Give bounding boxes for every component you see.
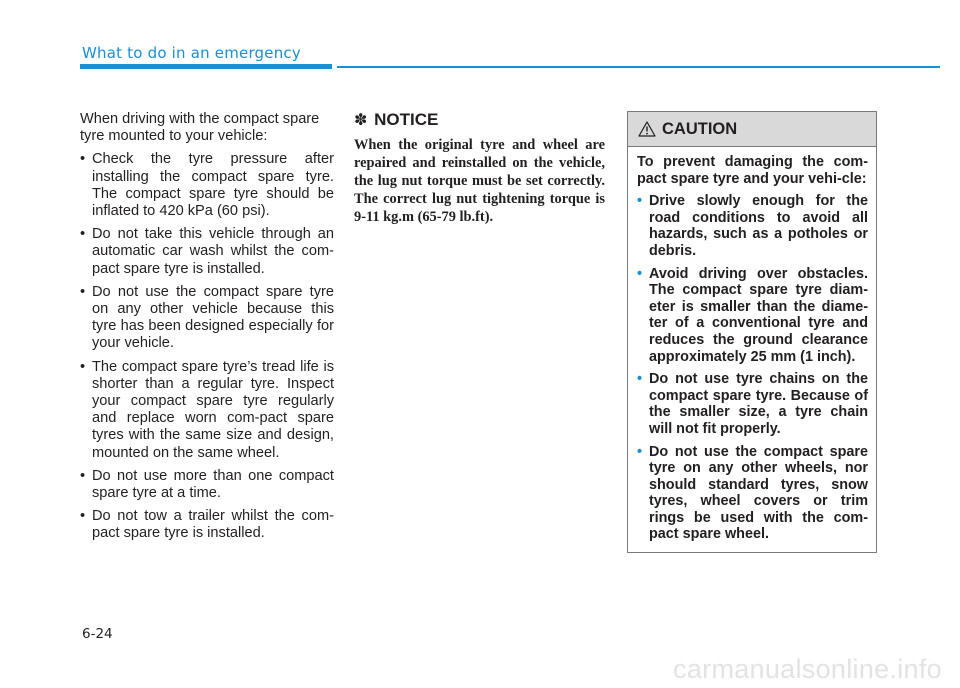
caution-box [627,111,877,553]
notice-title: NOTICE [374,110,439,129]
list-item [80,508,334,542]
warning-triangle-icon [638,121,656,137]
notice-body: When the original tyre and wheel are repaired and reinstalled on the vehicle, the lug nut torque must be set correctly. The correct lug nut tightening torque is 9-11 kg.m (65-79 lb.ft). [354,137,605,225]
bullet-dot: • [637,265,643,282]
list-item [637,266,868,366]
list-item [80,284,334,353]
caution-body [628,147,876,543]
bullet-dot: • [637,371,643,388]
list-item-text: Do not use tyre chains on the compact spare tyre. Because of the smaller size, a tyre chain will not fit properly. [649,371,868,437]
list-item [80,226,334,278]
page-number: 6-24 [82,626,113,642]
list-item-text: Do not use the compact spare tyre on any other wheels, nor should standard tyres, snow tyres, wheel covers or trim rings be used with the com-pact spare wheel. [649,443,868,543]
section-header-title: What to do in an emergency [82,44,301,62]
header-rule-thick [80,64,332,69]
caution-header [628,112,876,147]
bullet-dot: • [80,226,86,243]
bullet-dot: • [80,467,86,484]
list-item [80,151,334,220]
bullet-dot: • [80,151,86,168]
bullet-dot: • [80,358,86,375]
bullet-dot: • [80,508,86,525]
notice-section [354,110,605,226]
list-item [80,468,334,502]
list-item-text: The compact spare tyre’s tread life is shorter than a regular tyre. Inspect your compact spare tyre regularly and replace worn com-pact spare tyres with the same size and design, mounted on the same wheel. [92,358,334,461]
caution-intro: To prevent damaging the com-pact spare tyre and your vehi-cle: [637,154,868,187]
list-item [637,193,868,259]
notice-star-icon: ✽ [354,110,368,129]
left-column [80,111,334,549]
list-item-text: Do not use more than one compact spare tyre at a time. [92,467,334,502]
list-item-text: Do not tow a trailer whilst the com-pact spare tyre is installed. [92,508,334,542]
notice-heading [354,110,605,130]
intro-text: When driving with the compact spare tyre mounted to your vehicle: [80,111,320,145]
list-item [637,444,868,544]
caution-bullet-list [637,193,868,543]
list-item-text: Check the tyre pressure after installing the compact spare tyre. The compact spare tyre should be inflated to 420 kPa (60 psi). [92,151,334,220]
list-item-text: Do not take this vehicle through an automatic car wash whilst the com-pact spare tyre is installed. [92,226,334,277]
list-item-text: Avoid driving over obstacles. The compact spare tyre diam-eter is smaller than the diame-ter of a conventional tyre and reduces the ground clearance approximately 25 mm (1 inch). [649,265,868,365]
list-item-text: Drive slowly enough for the road conditions to avoid all hazards, such as a potholes or debris. [649,193,868,259]
list-item [80,359,334,462]
tyre-bullet-list [80,151,334,542]
caution-title: CAUTION [662,119,738,138]
bullet-dot: • [637,443,643,460]
bullet-dot: • [80,283,86,300]
bullet-dot: • [637,193,643,210]
header-rule-thin [337,66,940,68]
list-item-text: Do not use the compact spare tyre on any other vehicle because this tyre has been designed especially for your vehicle. [92,283,334,352]
watermark: carmanualsonline.info [673,654,942,684]
list-item [637,371,868,437]
